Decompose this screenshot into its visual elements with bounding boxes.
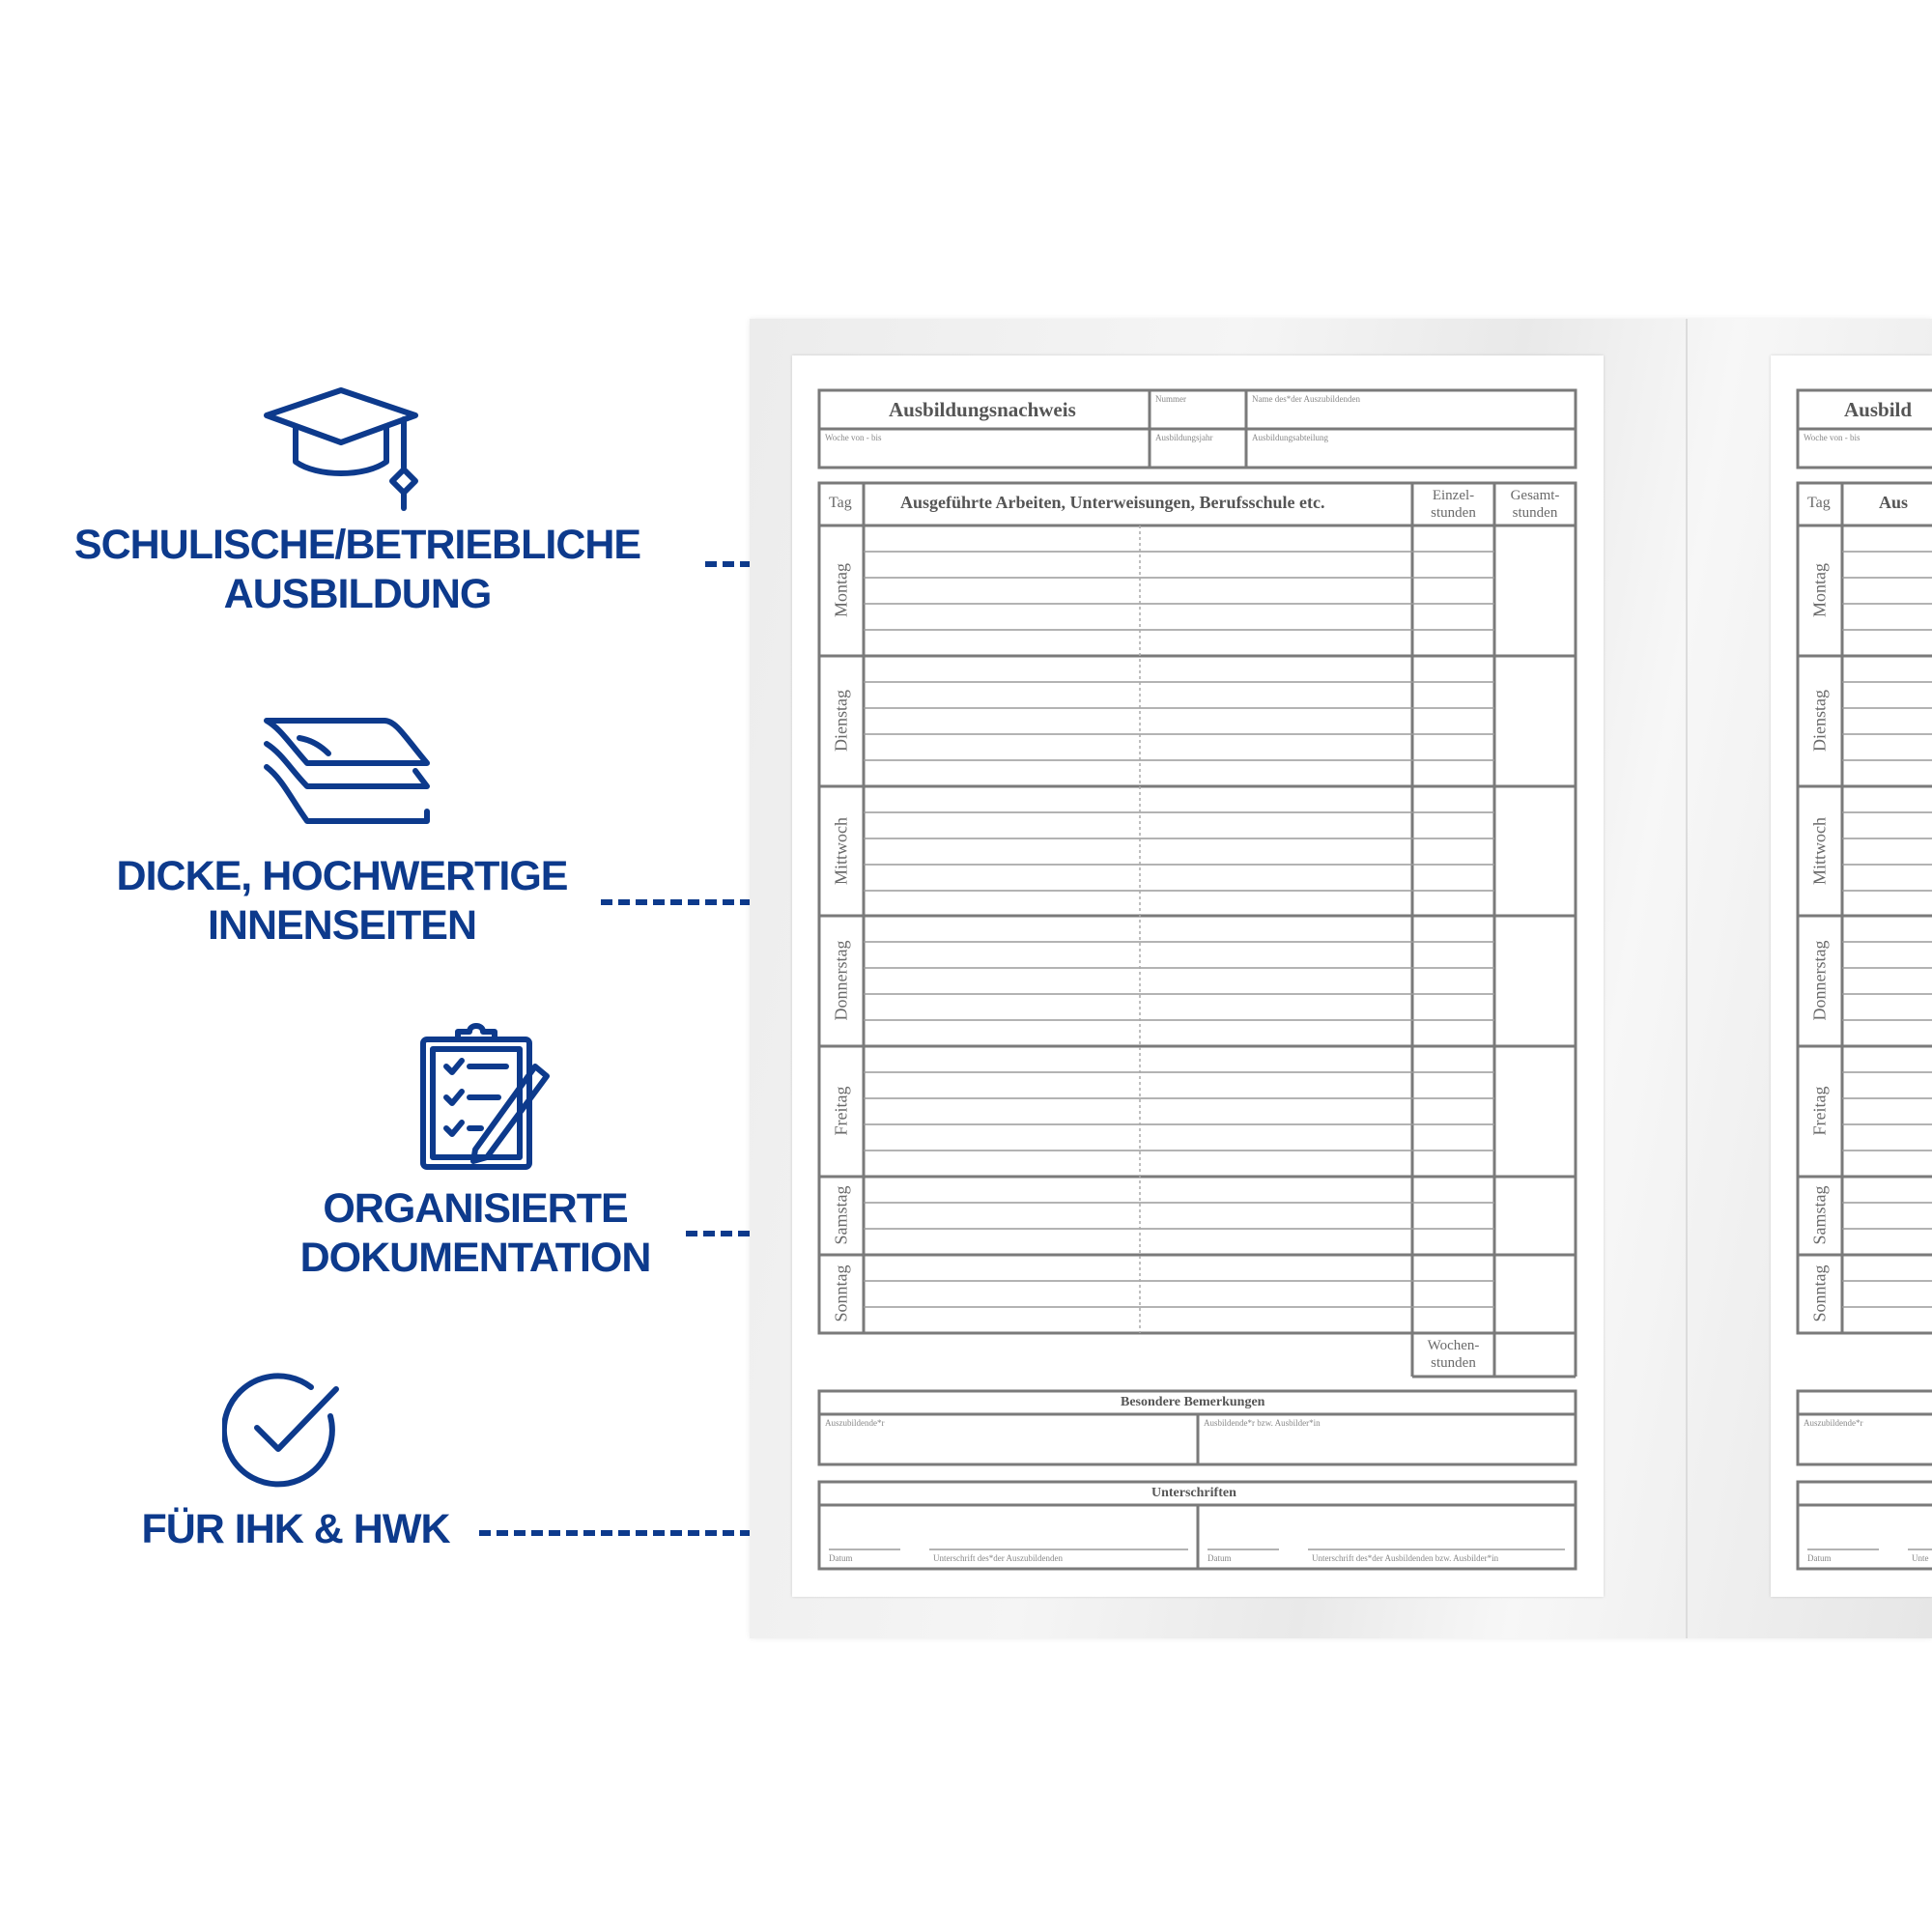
column-header-line: stunden bbox=[1512, 505, 1558, 521]
day-label-montag: Montag bbox=[831, 563, 851, 617]
day-label-donnerstag: Donnerstag bbox=[831, 940, 851, 1021]
field-label-sig-ausbilder: Unterschrift des*der Ausbildenden bzw. Ausbilder*in bbox=[1312, 1553, 1499, 1563]
day-label-dienstag: Dienstag bbox=[1809, 690, 1830, 752]
field-label-name: Name des*der Auszubildenden bbox=[1252, 394, 1360, 404]
bemerkungen-title: Besondere Bemerkungen bbox=[1121, 1395, 1265, 1409]
field-label-woche: Woche von - bis bbox=[1804, 433, 1861, 442]
field-label-azubi: Auszubildende*r bbox=[825, 1418, 885, 1428]
column-header-line: Wochen- bbox=[1427, 1338, 1480, 1353]
field-label-nummer: Nummer bbox=[1155, 394, 1186, 404]
feature-title-ihk-hwk bbox=[141, 1505, 449, 1554]
feature-line: ORGANISIERTE bbox=[323, 1185, 628, 1232]
feature-title-dokumentation bbox=[300, 1184, 651, 1283]
feature-line: INNENSEITEN bbox=[207, 902, 477, 949]
feature-line: DICKE, HOCHWERTIGE bbox=[116, 853, 568, 899]
field-label-jahr: Ausbildungsjahr bbox=[1155, 433, 1213, 442]
field-label-abteilung: Ausbildungsabteilung bbox=[1252, 433, 1328, 442]
column-header-arbeiten: Ausgeführte Arbeiten, Unterweisungen, Berufsschule etc. bbox=[900, 493, 1325, 512]
day-label-dienstag: Dienstag bbox=[831, 690, 851, 752]
graduation-cap-icon bbox=[259, 384, 423, 514]
day-label-mittwoch: Mittwoch bbox=[1809, 817, 1830, 885]
day-label-montag: Montag bbox=[1809, 563, 1830, 617]
column-header-arbeiten: Aus bbox=[1879, 493, 1909, 512]
day-label-samstag: Samstag bbox=[831, 1185, 851, 1245]
sheet-form-grid bbox=[1771, 355, 1932, 1597]
column-header-tag: Tag bbox=[1807, 495, 1831, 511]
clipboard-checklist-icon bbox=[417, 1020, 551, 1173]
feature-line: AUSBILDUNG bbox=[223, 571, 492, 617]
training-record-sheet-second bbox=[1771, 355, 1932, 1597]
sheet-title: Ausbild bbox=[1844, 398, 1913, 421]
unterschriften-title: Unterschriften bbox=[1151, 1486, 1236, 1500]
day-label-freitag: Freitag bbox=[1809, 1086, 1830, 1136]
day-label-mittwoch: Mittwoch bbox=[831, 817, 851, 885]
column-header-einzelstunden bbox=[1412, 487, 1494, 522]
field-label-ausbilder: Ausbildende*r bzw. Ausbilder*in bbox=[1204, 1418, 1321, 1428]
day-label-samstag: Samstag bbox=[1809, 1185, 1830, 1245]
column-header-line: Einzel- bbox=[1432, 488, 1475, 503]
feature-line: FÜR IHK & HWK bbox=[141, 1506, 450, 1552]
column-header-gesamtstunden bbox=[1494, 487, 1576, 522]
field-label-datum: Datum bbox=[1208, 1553, 1232, 1563]
folder-crease bbox=[1686, 319, 1688, 1638]
column-header-line: stunden bbox=[1431, 505, 1476, 521]
feature-title-ausbildung bbox=[74, 521, 640, 619]
column-header-tag: Tag bbox=[829, 495, 852, 511]
field-label-datum: Datum bbox=[829, 1553, 853, 1563]
sheet-form-grid bbox=[792, 355, 1604, 1597]
field-label-datum: Datum bbox=[1807, 1553, 1832, 1563]
training-record-sheet bbox=[792, 355, 1604, 1597]
paper-stack-icon bbox=[261, 715, 435, 829]
field-label-sig: Unte bbox=[1912, 1553, 1929, 1563]
field-label-woche: Woche von - bis bbox=[825, 433, 882, 442]
day-label-sonntag: Sonntag bbox=[1809, 1264, 1830, 1322]
day-label-freitag: Freitag bbox=[831, 1086, 851, 1136]
checkmark-circle-icon bbox=[222, 1372, 344, 1493]
field-label-azubi: Auszubildende*r bbox=[1804, 1418, 1863, 1428]
column-header-line: stunden bbox=[1431, 1355, 1476, 1371]
feature-title-innenseiten bbox=[117, 852, 568, 951]
day-label-sonntag: Sonntag bbox=[831, 1264, 851, 1322]
sheet-title: Ausbildungsnachweis bbox=[889, 398, 1076, 421]
day-label-donnerstag: Donnerstag bbox=[1809, 940, 1830, 1021]
feature-line: DOKUMENTATION bbox=[299, 1235, 651, 1281]
feature-line: SCHULISCHE/BETRIEBLICHE bbox=[73, 522, 641, 568]
column-header-line: Gesamt- bbox=[1510, 488, 1560, 503]
field-label-sig-azubi: Unterschrift des*der Auszubildenden bbox=[933, 1553, 1063, 1563]
wochenstunden-label bbox=[1412, 1337, 1494, 1372]
